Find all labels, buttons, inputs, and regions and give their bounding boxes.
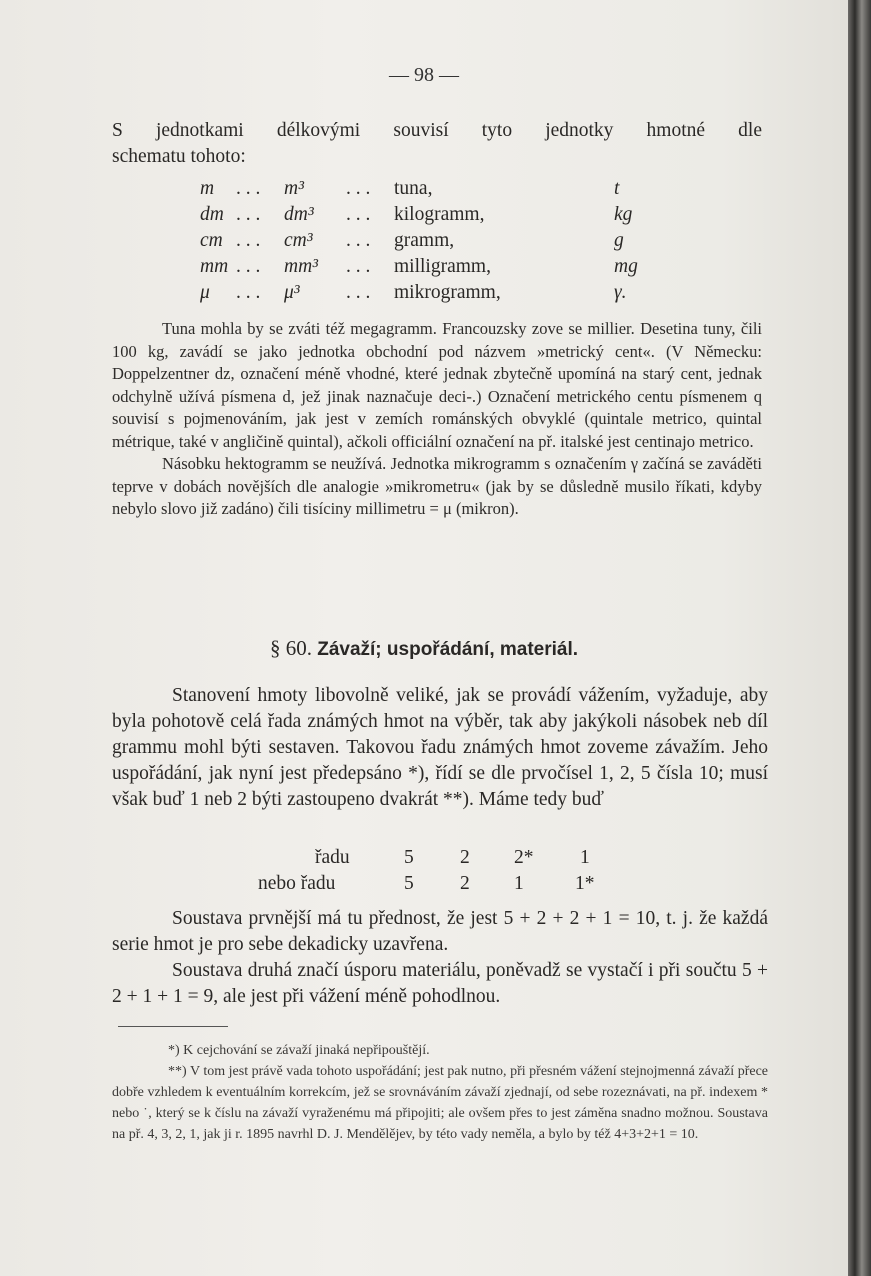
unit-mass-name: tuna, <box>394 178 433 199</box>
unit-linear: mm <box>200 256 229 277</box>
series-label: řadu <box>315 847 350 868</box>
series-value: 5 <box>404 873 414 894</box>
section-number: § 60. <box>269 636 312 660</box>
unit-mass-name: mikrogramm, <box>394 282 501 303</box>
dots: . . . <box>236 230 261 251</box>
section-heading <box>0 636 848 661</box>
unit-linear: μ <box>200 282 210 303</box>
series-value: 1* <box>575 873 595 894</box>
body-paragraph-1: Stanovení hmoty libovolně veliké, jak se provádí vážením, vyžaduje, aby byla pohotově celá řada známých hmot na výběr, tak aby jakýkoli násobek neb díl grammu mohl býti sestaven. Takovou řadu známých hmot zoveme závažím. Jeho uspořádání, jak nyní jest předepsáno *), řídí se dle prvočísel 1, 2, 5 čísla 10; musí však buď 1 neb 2 býti zastoupeno dvakrát **). Máme tedy buď <box>112 685 768 810</box>
unit-linear: cm <box>200 230 223 251</box>
series-value: 1 <box>514 873 524 894</box>
small-paragraph-1: Tuna mohla by se zváti též megagramm. Francouzsky zove se millier. Desetina tuny, čili 100 kg, zavádí se jako jednotka obchodní pod názvem »metrický cent«. (V Německu: Doppelzentner dz, označení méně vhodné, které jednak zbytečně upomíná na starý cent, jednak odchylně užívá písmena d, jež jinak naznačuje deci-.) Označení metrického centu písmenem q souvisí s pojmenováním, jak jest v zemích románských obvyklé (quintale metrico, quintal métrique, také v angličině quintal), ačkoli officiální označení na př. italské jest centinajo metrico. <box>112 319 762 451</box>
footnote-2: **) V tom jest právě vada tohoto uspořádání; jest pak nutno, při přesném vážení stejnojmenná závaží přece dobře vzhledem k eventuálním korrekcím, jež se srovnáváním závaží zjednají, od sebe rozeznávati, na př. indexem * nebo ˙, který se k číslu na závaží vyraženému má připojiti; ale ovšem přes to jest záměna snadno možnou. Soustava na př. 4, 3, 2, 1, jak ji r. 1895 navrhl D. J. Mendělějev, by této vady neměla, a bylo by též 4+3+2+1 = 10. <box>112 1064 768 1142</box>
small-print-notes <box>112 318 762 521</box>
book-binding-edge <box>848 0 871 1276</box>
unit-mass-symbol: kg <box>614 204 633 225</box>
footnotes <box>112 1040 768 1145</box>
dots: . . . <box>346 256 371 277</box>
footnote-1: *) K cejchování se závaží jinaká nepřipouštějí. <box>168 1043 430 1058</box>
section-title: Závaží; uspořádání, materiál. <box>317 639 579 660</box>
dots: . . . <box>346 178 371 199</box>
intro-line-2: schematu tohoto: <box>112 146 246 167</box>
series-value: 5 <box>404 847 414 868</box>
unit-cubic: cm³ <box>284 230 313 251</box>
unit-cubic: mm³ <box>284 256 319 277</box>
dots: . . . <box>346 230 371 251</box>
unit-linear: m <box>200 178 215 199</box>
intro-line-1: S jednotkami délkovými souvisí tyto jednotky hmotné dle <box>112 120 762 141</box>
series-label: nebo řadu <box>258 873 336 894</box>
page-number: — 98 — <box>389 64 459 86</box>
body-paragraph-3: Soustava druhá značí úsporu materiálu, poněvadž se vystačí i při součtu 5 + 2 + 1 + 1 = 9, ale jest při vážení méně pohodlnou. <box>112 960 768 1007</box>
series-value: 2 <box>460 847 470 868</box>
series-value: 2* <box>514 847 534 868</box>
unit-mass-name: milligramm, <box>394 256 491 277</box>
dots: . . . <box>236 178 261 199</box>
dots: . . . <box>236 256 261 277</box>
footnote-divider <box>118 1026 228 1027</box>
unit-mass-symbol: mg <box>614 256 638 277</box>
unit-mass-symbol: t <box>614 178 620 199</box>
main-text <box>112 683 768 813</box>
series-value: 1 <box>580 847 590 868</box>
unit-linear: dm <box>200 204 224 225</box>
unit-cubic: μ³ <box>284 282 300 303</box>
unit-mass-symbol: γ. <box>614 282 627 303</box>
dots: . . . <box>346 282 371 303</box>
unit-cubic: dm³ <box>284 204 314 225</box>
small-paragraph-2: Násobku hektogramm se neužívá. Jednotka mikrogramm s označením γ začíná se zaváděti teprve v dobách novějších dle analogie »mikrometru« (jak by se důsledně musilo říkati, kdyby nebylo slovo již zadáno) čili tisíciny millimetru = μ (mikron). <box>112 454 762 518</box>
body-paragraph-2: Soustava prvnější má tu přednost, že jest 5 + 2 + 2 + 1 = 10, t. j. že každá serie hmot je pro sebe dekadicky uzavřena. <box>112 908 768 955</box>
unit-mass-name: kilogramm, <box>394 204 485 225</box>
unit-mass-name: gramm, <box>394 230 455 251</box>
intro-paragraph <box>112 118 762 170</box>
series-value: 2 <box>460 873 470 894</box>
dots: . . . <box>236 204 261 225</box>
unit-cubic: m³ <box>284 178 304 199</box>
dots: . . . <box>346 204 371 225</box>
dots: . . . <box>236 282 261 303</box>
main-text-continued <box>112 906 768 1010</box>
unit-mass-symbol: g <box>614 230 624 251</box>
